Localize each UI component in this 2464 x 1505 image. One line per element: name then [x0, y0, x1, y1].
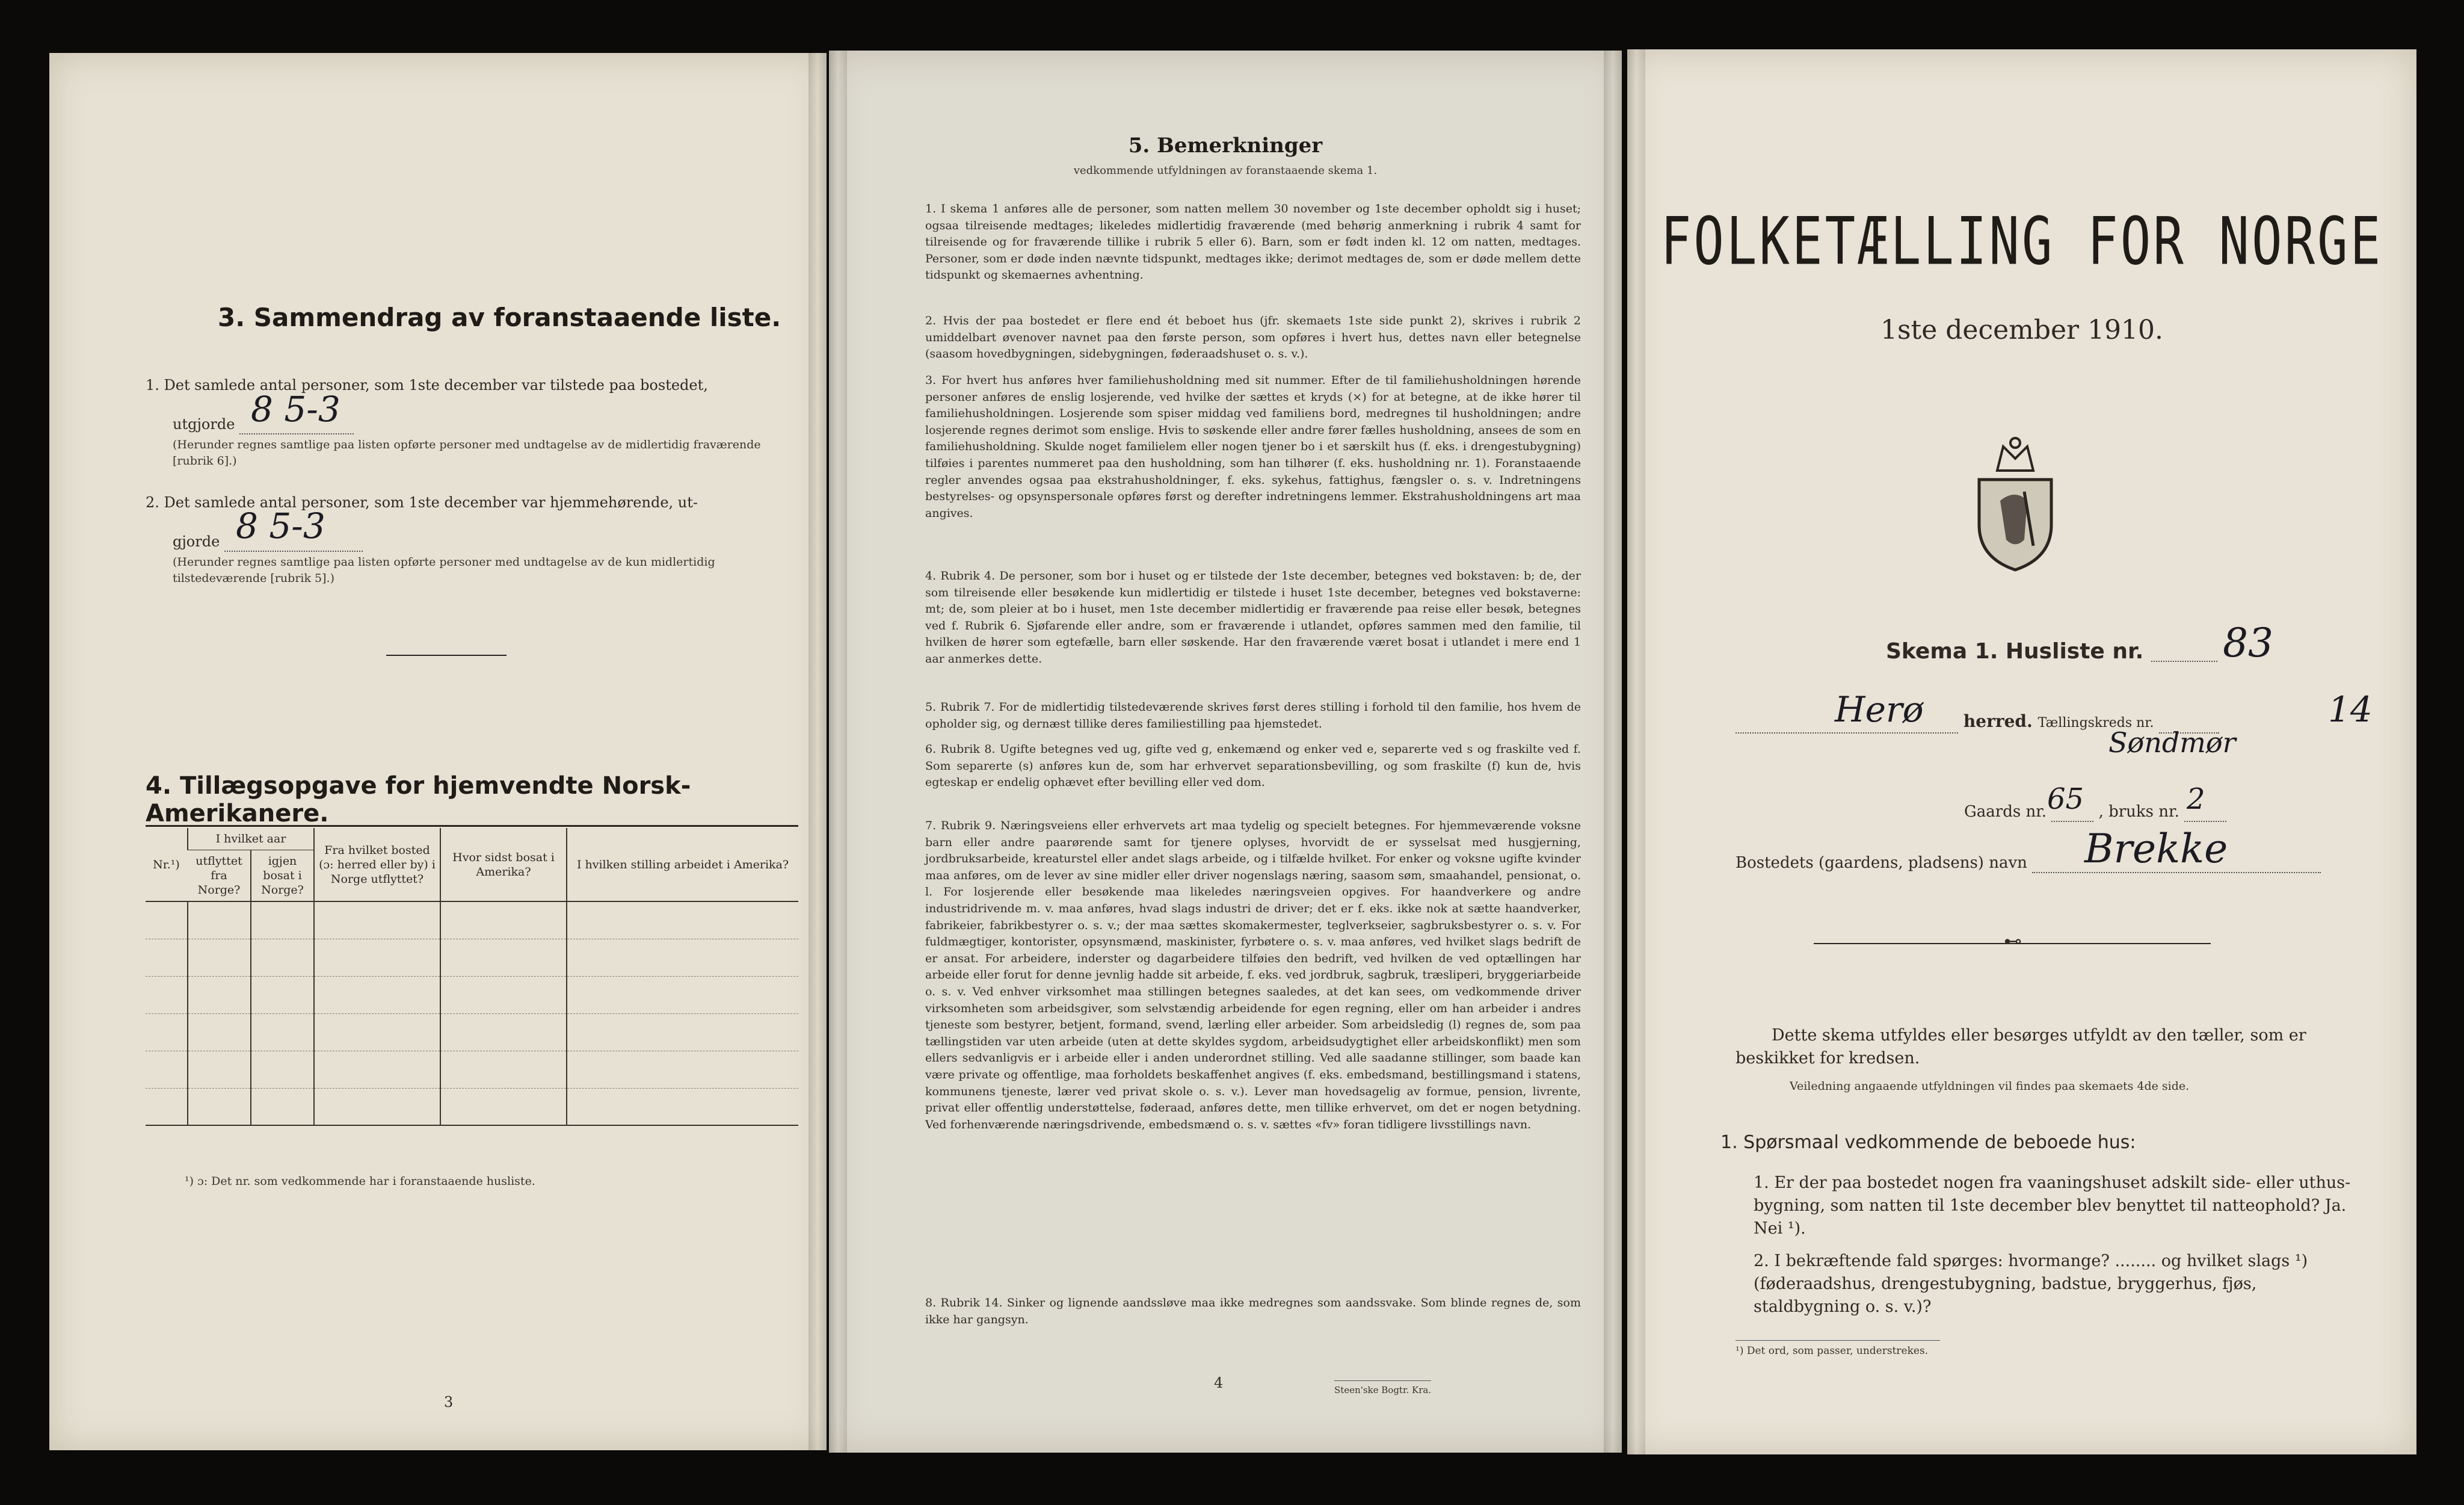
folketelling-title: FOLKETÆLLING FOR NORGE	[1660, 203, 2383, 280]
bemerkninger-title: 5. Bemerkninger	[1128, 134, 1323, 158]
summary-item-2: 2. Det samlede antal personer, som 1ste december var hjemmehørende, ut-	[146, 494, 698, 511]
remark-5: 5. Rubrik 7. For de midlertidig tilstedeværende skrives først deres stilling i forhold til den familie, hos hvem de opholder sig, og dernæst tillike deres familiestilling paa hjemstedet.	[925, 700, 1581, 731]
herred-line: herred. Tællingskreds nr.	[1736, 711, 2219, 734]
summary-item-1-handwriting: 8 5-3	[251, 389, 340, 430]
table-row	[146, 976, 798, 1013]
bosted-line: Bostedets (gaardens, pladsens) navn	[1736, 853, 2321, 873]
census-date: 1ste december 1910.	[1880, 315, 2164, 345]
kreds-nr-handwriting: 14	[2328, 689, 2373, 730]
col-igjen-bosat: igjen bosat i Norge?	[251, 850, 314, 902]
summary-item-1: 1. Det samlede antal personer, som 1ste december var tilstede paa bostedet,	[146, 377, 708, 394]
fold-shadow	[808, 53, 827, 1450]
printer-imprint: Steen'ske Bogtr. Kra.	[1334, 1380, 1431, 1398]
col-nr: Nr.¹)	[146, 828, 188, 901]
remark-6: 6. Rubrik 8. Ugifte betegnes ved ug, gifte ved g, enkemænd og enker ved e, separerte ved s og fraskilte ved f. Som separerte (s) anføres kun de, som har erhvervet separationsbevilling, og som fraskilte (f) kun de, hvis egteskap er endelig ophævet efter bevilling eller ved dom.	[925, 743, 1581, 790]
col-utflyttet: utflyttet fra Norge?	[188, 850, 251, 902]
page-number-3: 3	[444, 1394, 454, 1411]
remark-2: 2. Hvis der paa bostedet er flere end ét beboet hus (jfr. skemaets 1ste side punkt 2), skrives i rubrik 2 umiddelbart øvenover navnet paa den første person, som opføres i hvert hus, dettes navn eller betegnelse (saasom hovedbygningen, sidebygningen, føderaadshuset o. s. v.).	[925, 314, 1581, 361]
questions-heading: 1. Spørsmaal vedkommende de beboede hus:	[1720, 1132, 2136, 1153]
gaards-line: Gaards nr. , bruks nr.	[1964, 802, 2226, 822]
remark-3: 3. For hvert hus anføres hver familiehusholdning med sit nummer. Efter de til familiehusholdningen hørende personer anføres de enslig losjerende, ved hvilke der sættes et kryds (×) for at betegne, at de ikke hører til familiehusholdningen. Losjerende som spiser middag ved familiens bord, medregnes til husholdningen; andre losjerende regnes derimot som enslige. Hvis to søskende eller andre fører fælles husholdning, ansees de som en familiehusholdning. Skulde noget familielem eller nogen tjener bo i et særskilt hus (f. eks. i drengestubygning) tilføies i parentes nummeret paa den husholdning, som han tilhører (f. eks. husholdning nr. 1). Foranstaaende regler anvendes ogsaa paa ekstrahusholdninger, f. eks. sykehus, fattighus, fængsler o. s. v. Indretningens bestyrelses- og opsynspersonale opføres først og derefter indretningens lemmer. Ekstrahusholdningens art maa angives.	[925, 374, 1581, 520]
norsk-amerikanere-table	[146, 828, 798, 1126]
remark-1: 1. I skema 1 anføres alle de personer, som natten mellem 30 november og 1ste december opholdt sig i huset; ogsaa tilreisende medtages; likeledes midlertidig fraværende (med behørig anmerkning i rubrik 4 samt for tilreisende og for fraværende tillike i rubrik 5 eller 6). Barn, som er født inden kl. 12 om natten, medtages. Personer, som er døde inden nævnte tidspunkt, medtages ikke; derimot medtages de, som er døde mellem dette tidspunkt og skemaernes avhentning.	[925, 202, 1581, 282]
page-4	[829, 51, 1622, 1453]
sondmor-handwriting: Søndmør	[2108, 726, 2236, 759]
section-4-title: 4. Tillægsopgave for hjemvendte Norsk-Amerikanere.	[146, 772, 691, 827]
gaards-nr-handwriting: 65	[2047, 782, 2084, 816]
page-1	[1627, 49, 2416, 1454]
remark-7: 7. Rubrik 9. Næringsveiens eller erhvervets art maa tydelig og specielt betegnes. For hjemmeværende voksne barn eller andre paarørende samt for tjenere oplyses, hvorvidt de er sysselsat med husgjerning, jordbruksarbeide, kreaturstel eller andet slags arbeide, og i tilfælde hvilket. For enker og voksne ugifte kvinder maa anføres, om de lever av sine midler eller driver nogenslags næring, saasom søm, smaahandel, pensionat, o. l. For losjerende eller besøkende maa likeledes næringsveien opgives. For haandverkere og andre industridrivende m. v. maa anføres, hvad slags industri de driver; det er f. eks. ikke nok at sætte haandverker, fabrikeier, fabrikbestyrer o. s. v.; der maa sættes skomakermester, teglverkseier, sagbruksbestyrer o. s. v. For fuldmægtiger, kontorister, opsynsmænd, maskinister, fyrbøtere o. s. v. maa anføres, ved hvilket slags bedrift de er ansat. For arbeidere, inderster og dagarbeidere tilføies den bedrift, ved hvilken de ved optællingen har arbeide eller forut for denne jevnlig hadde sit arbeide, f. eks. ved jordbruk, sagbruk, træsliperi, bryggeriarbeide o. s. v. Ved enhver virksomhet maa stillingen betegnes saaledes, at det kan sees, om vedkommende driver virksomheten som arbeidsgiver, som selvstændig arbeidende for egen regning, eller om han arbeider i andres tjeneste som bestyrer, betjent, formand, svend, lærling eller arbeider. Som arbeidsledig (l) regnes de, som paa tællingstiden var uten arbeide (uten at dette skyldes sygdom, arbeidsudygtighet eller arbeidskonflikt) men som ellers sedvanligvis er i arbeide eller i anden underordnet stilling. Ved alle saadanne stillinger, som baade kan være private og offentlige, maa forholdets beskaffenhet angives (f. eks. embedsmand, bestillingsmand i statens, kommunens tjeneste, lærer ved privat skole o. s. v.). Lever man hovedsagelig av formue, pension, livrente, privat eller offentlig understøttelse, føderaad, anføres dette, men tillike erhvervet, om det er nogen betydning. Ved forhenværende næringsdrivende, embedsmænd o. s. v. sættes «fv» foran tidligere livsstillings navn.	[925, 819, 1581, 1131]
veiledning-text: Veiledning angaaende utfyldningen vil findes paa skemaets 4de side.	[1790, 1080, 2190, 1093]
fold-shadow	[1627, 49, 1645, 1454]
table-footnote: ¹) ɔ: Det nr. som vedkommende har i foranstaaende husliste.	[185, 1175, 535, 1188]
summary-item-1-utgjorde: utgjorde	[173, 414, 354, 434]
herred-handwriting: Herø	[1835, 689, 1924, 730]
divider-ornament: ⊷	[2004, 931, 2022, 952]
table-row	[146, 1051, 798, 1088]
page1-footnote: ¹) Det ord, som passer, understrekes.	[1736, 1340, 1940, 1359]
table-top-rule	[146, 825, 798, 827]
remark-8: 8. Rubrik 14. Sinker og lignende aandssløve maa ikke medregnes som aandssvake. Som blinde regnes de, som ikke har gangsyn.	[925, 1296, 1581, 1326]
fold-shadow	[829, 51, 847, 1453]
table-row	[146, 1013, 798, 1051]
divider	[386, 655, 507, 656]
bemerkninger-subtitle: vedkommende utfyldningen av foranstaaende skema 1.	[1073, 164, 1378, 177]
instruction-text: Dette skema utfyldes eller besørges utfyldt av den tæller, som er beskikket for kredsen.	[1736, 1026, 2306, 1068]
fold-shadow	[1604, 51, 1622, 1453]
col-stilling: I hvilken stilling arbeidet i Amerika?	[567, 828, 798, 901]
table-row	[146, 901, 798, 939]
remark-4: 4. Rubrik 4. De personer, som bor i huset og er tilstede der 1ste december, betegnes ved bokstaven: b; de, der som tilreisende eller besøkende kun midlertidig er tilstede i huset 1ste december, betegnes ved bokstaverne: mt; de, som pleier at bo i huset, men 1ste december midlertidig er fraværende paa reise eller besøk, betegnes ved f. Rubrik 6. Sjøfarende eller andre, som er fraværende i utlandet, opføres sammen med den familie, til hvilken de hører som egtefælle, barn eller søskende. Har den fraværende været bosat i utlandet i mere end 1 aar anmerkes dette.	[925, 569, 1581, 666]
page-number-4: 4	[1214, 1374, 1224, 1391]
husliste-nr-handwriting: 83	[2223, 620, 2273, 666]
col-hvor-bosat: Hvor sidst bosat i Amerika?	[440, 828, 567, 901]
bruks-nr-handwriting: 2	[2187, 782, 2205, 816]
summary-item-2-handwriting: 8 5-3	[236, 505, 325, 546]
table-row	[146, 939, 798, 976]
question-1: 1. Er der paa bostedet nogen fra vaaningshuset adskilt side- eller uthus-bygning, som natten til 1ste december blev benyttet til natteophold? Ja. Nei ¹).	[1754, 1173, 2351, 1238]
col-group-aar: I hvilket aar	[188, 828, 314, 850]
col-fra-bosted: Fra hvilket bosted (ɔ: herred eller by) i Norge utflyttet?	[314, 828, 440, 901]
summary-item-2-note: (Herunder regnes samtlige paa listen opførte personer med undtagelse av de kun midlertidig tilstedeværende [rubrik 5].)	[173, 555, 715, 585]
section-3-title: 3. Sammendrag av foranstaaende liste.	[218, 303, 781, 332]
table-row	[146, 1088, 798, 1125]
summary-item-2-utgjorde: gjorde	[173, 531, 363, 552]
question-2: 2. I bekræftende fald spørges: hvormange? ........ og hvilket slags ¹) (føderaadshus, drengestubygning, badstue, bryggerhus, fjøs, staldbygning o. s. v.)?	[1754, 1252, 2308, 1316]
bosted-handwriting: Brekke	[2084, 826, 2228, 872]
page-3	[49, 53, 827, 1450]
skema-label: Skema 1. Husliste nr.	[1886, 640, 2217, 662]
coat-of-arms-icon	[1967, 434, 2063, 573]
summary-item-1-note: (Herunder regnes samtlige paa listen opførte personer med undtagelse av de midlertidig fraværende [rubrik 6].)	[173, 438, 761, 468]
